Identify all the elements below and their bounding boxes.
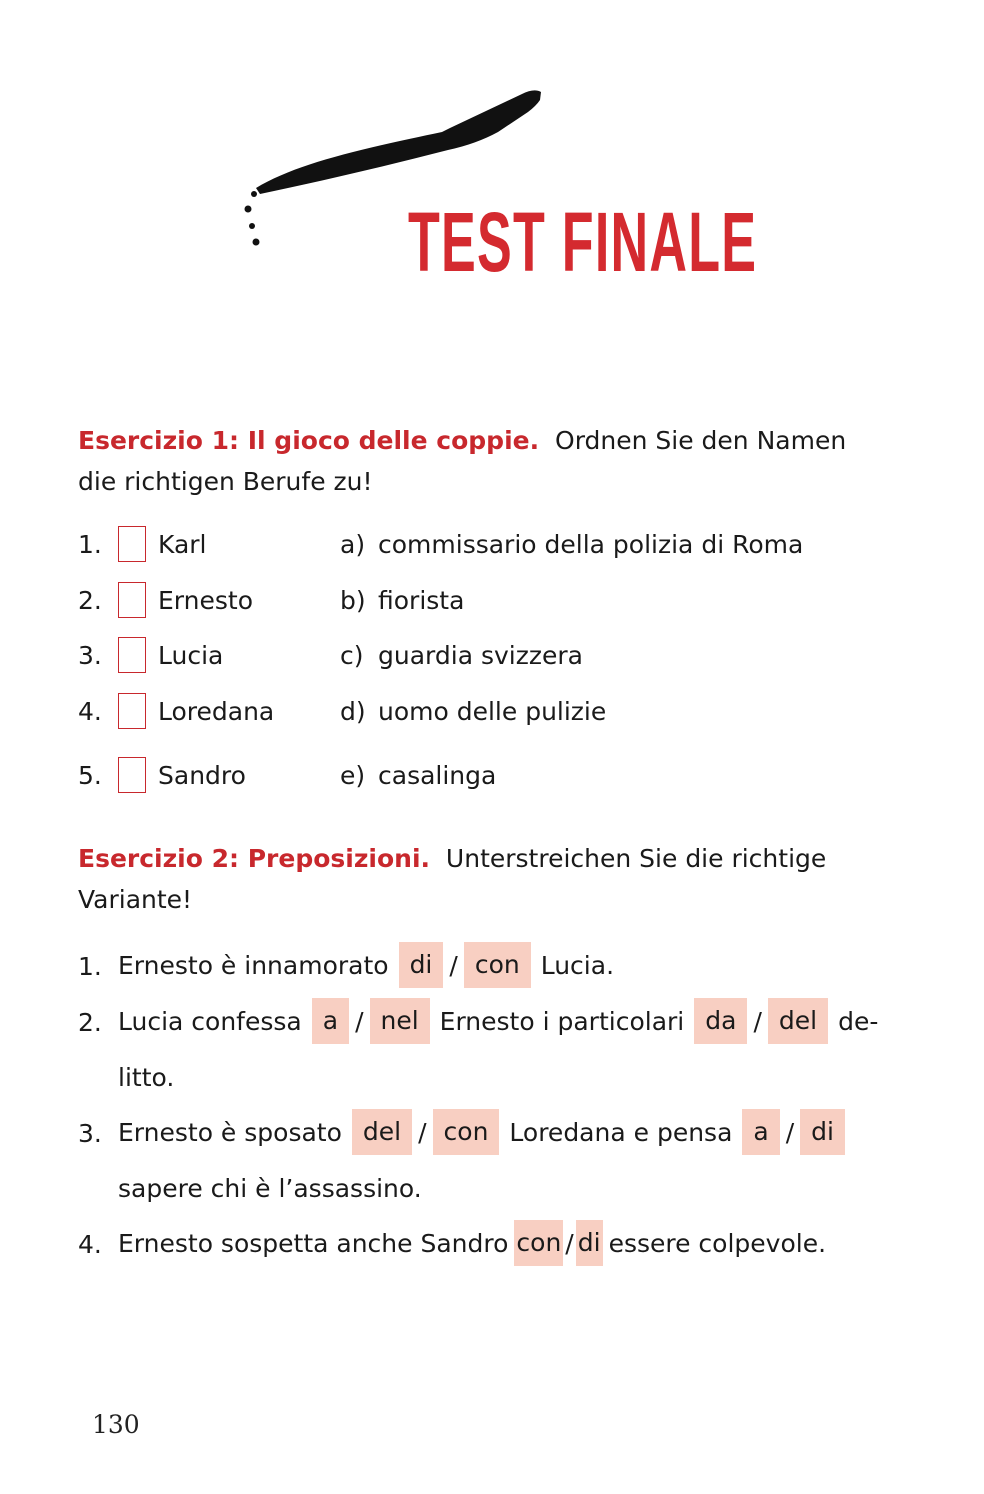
- sentence-number: 3.: [78, 1119, 102, 1148]
- exercise-1-title: Esercizio 1: Il gioco delle coppie.: [78, 426, 540, 455]
- option-highlight[interactable]: di: [576, 1220, 603, 1266]
- item-number: 5.: [78, 761, 102, 790]
- separator: /: [355, 1006, 364, 1036]
- option-highlight[interactable]: con: [433, 1109, 500, 1155]
- page-number: 130: [92, 1410, 140, 1439]
- profession: fiorista: [378, 586, 465, 615]
- sentence-text: Lucia.: [540, 950, 615, 980]
- separator: /: [565, 1228, 574, 1258]
- answer-box[interactable]: [118, 526, 146, 562]
- option-highlight[interactable]: da: [694, 998, 747, 1044]
- profession: guardia svizzera: [378, 641, 583, 670]
- profession: casalinga: [378, 761, 497, 790]
- option-highlight[interactable]: con: [514, 1220, 563, 1266]
- option-highlight[interactable]: del: [352, 1109, 412, 1155]
- sentence-text: Ernesto è innamorato: [118, 950, 389, 980]
- option-letter: b): [340, 586, 366, 615]
- person-name: Ernesto: [158, 586, 253, 615]
- exercise-1-instruction: Ordnen Sie den Namen: [555, 426, 847, 455]
- exercise-2-instruction: Unterstreichen Sie die richtige: [445, 844, 827, 873]
- person-name: Karl: [158, 530, 207, 559]
- separator: /: [449, 950, 458, 980]
- person-name: Sandro: [158, 761, 246, 790]
- exercise-2-heading: [78, 838, 908, 920]
- option-letter: e): [340, 761, 366, 790]
- sentence-number: 2.: [78, 1008, 102, 1037]
- answer-box[interactable]: [118, 693, 146, 729]
- option-letter: d): [340, 697, 366, 726]
- sentence-text: litto.: [118, 1062, 175, 1092]
- person-name: Lucia: [158, 641, 224, 670]
- separator: /: [785, 1117, 795, 1147]
- profession: uomo delle pulizie: [378, 697, 607, 726]
- sentence-number: 1.: [78, 952, 102, 981]
- option-highlight[interactable]: con: [464, 942, 531, 988]
- answer-box[interactable]: [118, 637, 146, 673]
- option-letter: c): [340, 641, 364, 670]
- sentence-text: Lucia confessa: [118, 1006, 302, 1036]
- option-letter: a): [340, 530, 366, 559]
- sentence-text: de-: [838, 1006, 879, 1036]
- page-title: TEST FINALE: [408, 195, 758, 289]
- option-highlight[interactable]: di: [399, 942, 444, 988]
- answer-box[interactable]: [118, 582, 146, 618]
- sentence-text: Ernesto è sposato: [118, 1117, 342, 1147]
- option-highlight[interactable]: a: [742, 1109, 779, 1155]
- sentence-text: essere colpevole.: [608, 1228, 827, 1258]
- sentence-text: Ernesto sospetta anche Sandro: [118, 1228, 509, 1258]
- item-number: 4.: [78, 697, 102, 726]
- item-number: 3.: [78, 641, 102, 670]
- profession: commissario della polizia di Roma: [378, 530, 804, 559]
- separator: /: [753, 1006, 762, 1036]
- sentence-text: Ernesto i particolari: [439, 1006, 685, 1036]
- separator: /: [418, 1117, 427, 1147]
- answer-box[interactable]: [118, 757, 146, 793]
- exercise-1-heading: [78, 420, 908, 502]
- exercise-2-title: Esercizio 2: Preposizioni.: [78, 844, 431, 873]
- person-name: Loredana: [158, 697, 275, 726]
- exercise-2-instruction-cont: Variante!: [78, 885, 193, 914]
- option-highlight[interactable]: a: [312, 998, 349, 1044]
- option-highlight[interactable]: di: [800, 1109, 845, 1155]
- option-highlight[interactable]: nel: [370, 998, 430, 1044]
- sentence-text: sapere chi è l’assassino.: [118, 1173, 422, 1203]
- option-highlight[interactable]: del: [768, 998, 828, 1044]
- exercise-1-instruction-cont: die richtigen Berufe zu!: [78, 467, 373, 496]
- item-number: 2.: [78, 586, 102, 615]
- sentence-text: Loredana e pensa: [509, 1117, 733, 1147]
- sentence-number: 4.: [78, 1230, 102, 1259]
- item-number: 1.: [78, 530, 102, 559]
